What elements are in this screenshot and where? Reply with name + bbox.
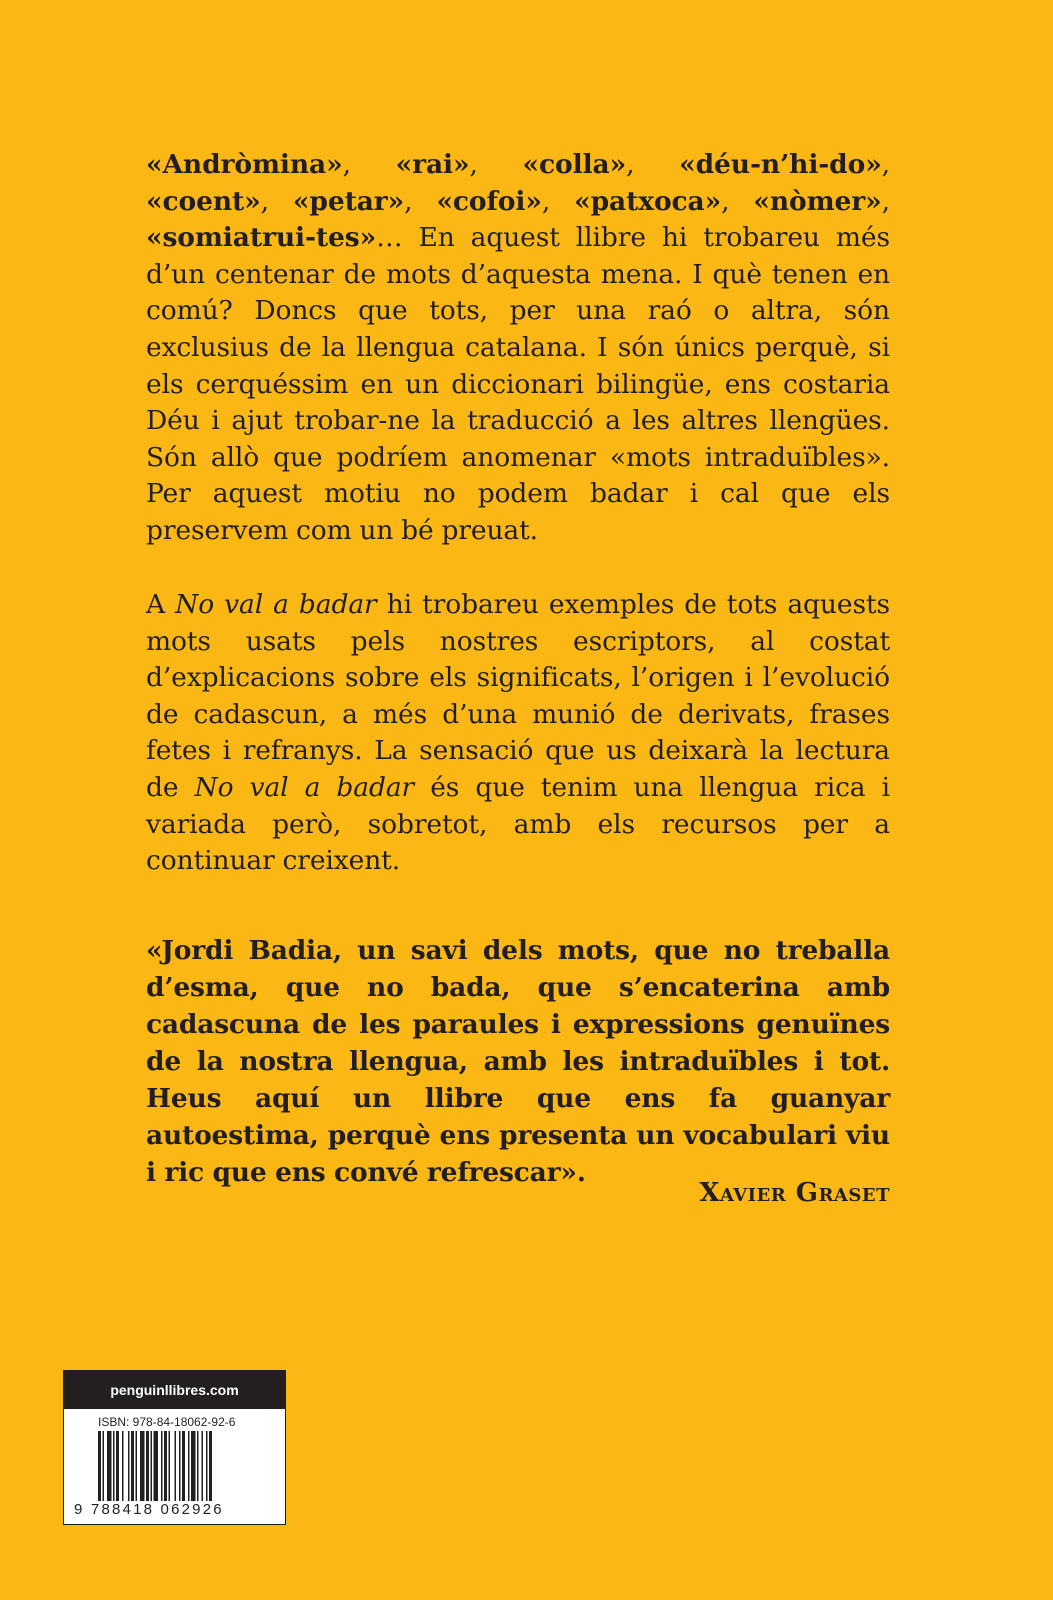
barcode-digits: 9 788418 062926 xyxy=(74,1501,224,1518)
barcode-box xyxy=(63,1370,286,1525)
barcode-stripe xyxy=(131,1431,134,1501)
bold-word: «petar» xyxy=(292,185,405,217)
bold-word: «somiatrui-tes» xyxy=(146,222,377,254)
barcode-stripe xyxy=(209,1431,212,1501)
barcode-stripe xyxy=(103,1431,105,1501)
blurb-text-segment: A xyxy=(146,589,176,620)
barcode-stripe xyxy=(182,1431,185,1501)
bold-word: «coent» xyxy=(146,185,261,217)
barcode-stripe xyxy=(136,1431,138,1501)
barcode-stripe xyxy=(122,1431,124,1501)
blurb-body-1: En aquest llibre hi trobareu més d’un centenar de mots d’aquesta mena. I què tenen en comú? Doncs que tots, per una raó o altra, són exclusius de la llengua catalana. I són únics perquè, si els cerquéssim en un diccionari bilingüe, ens costaria Déu i ajut trobar-ne la traducció a les altres llengües. Són allò que podríem anomenar «mots intraduïbles». Per aquest motiu no podem badar i cal que els preservem com un bé preuat. xyxy=(146,222,890,546)
ellipsis: … xyxy=(376,222,403,254)
barcode-stripe xyxy=(107,1431,112,1501)
publisher-website: penguinllibres.com xyxy=(64,1371,285,1409)
barcode-stripe xyxy=(191,1431,196,1501)
blurb-paragraph-1 xyxy=(146,147,890,550)
book-title: No val a badar xyxy=(194,771,415,803)
barcode-stripe xyxy=(164,1431,167,1501)
blurb-text-segment: és que tenim una llengua rica i variada però, sobretot, amb els recursos per a continuar creixent. xyxy=(146,771,890,877)
bold-word: «cofoi» xyxy=(436,185,542,217)
barcode-stripe xyxy=(151,1431,153,1501)
barcode-stripe xyxy=(140,1431,145,1501)
barcode-stripe xyxy=(206,1431,208,1501)
barcode-stripe xyxy=(179,1431,181,1501)
blurb-text-2 xyxy=(146,587,890,880)
barcode-stripe xyxy=(188,1431,190,1501)
isbn-label: ISBN: 978-84-18062-92-6 xyxy=(98,1415,236,1429)
blurb-text-segment: hi trobareu exemples de tots aquests mots usats pels nostres escriptors, al costat d’explicacions sobre els significats, l’origen i l’evolució de cadascun, a més d’una munió de derivats, frases fetes i refranys. La sensació que us deixarà la lectura de xyxy=(146,589,890,803)
barcode-stripe xyxy=(202,1431,204,1501)
barcode-stripe xyxy=(154,1431,159,1501)
barcode-stripe xyxy=(116,1431,119,1501)
blurb-paragraph-2 xyxy=(146,587,890,880)
barcode-stripe xyxy=(146,1431,149,1501)
barcode-stripe xyxy=(113,1431,115,1501)
quote-text: «Jordi Badia, un savi dels mots, que no treballa d’esma, que no bada, que s’encaterina amb cadascuna de les paraules i expressions genuïnes de la nostra llengua, amb les intraduïbles i tot. Heus aquí un llibre que ens fa guanyar autoestima, perquè ens presenta un vocabulari viu i ric que ens convé refrescar». xyxy=(146,935,890,1188)
barcode-stripe xyxy=(161,1431,163,1501)
quote-author: Xavier Graset xyxy=(699,1178,890,1208)
bold-word: «déu-n’hi-do» xyxy=(679,149,882,180)
review-quote xyxy=(146,932,890,1191)
bold-word: «patxoca» xyxy=(574,185,722,217)
bold-word: «nòmer» xyxy=(753,185,882,217)
barcode-stripe xyxy=(128,1431,130,1501)
barcode-icon xyxy=(98,1431,256,1501)
barcode-stripe xyxy=(169,1431,171,1501)
bold-word: «rai» xyxy=(395,149,470,180)
barcode-stripe xyxy=(98,1431,101,1501)
bold-word: «Andròmina» xyxy=(146,149,343,180)
barcode-stripe xyxy=(197,1431,199,1501)
blurb-text-1: «Andròmina», «rai», «colla», «déu-n’hi-do», «coent», «petar», «cofoi», «patxoca», «nòmer», «somiatrui-tes»… En aquest llibre hi trobareu més d’un centenar de mots d’aquesta mena. I què tenen en comú? Doncs que tots, per una raó o altra, són exclusius de la llengua catalana. I són únics perquè, si els cerquéssim en un diccionari bilingüe, ens costaria Déu i ajut trobar-ne la traducció a les altres llengües. Són allò que podríem anomenar «mots intraduïbles». Per aquest motiu no podem badar i cal que els preservem com un bé preuat. xyxy=(146,149,890,546)
barcode-stripe xyxy=(175,1431,177,1501)
book-title: No val a badar xyxy=(175,589,377,620)
bold-word: «colla» xyxy=(522,149,627,180)
